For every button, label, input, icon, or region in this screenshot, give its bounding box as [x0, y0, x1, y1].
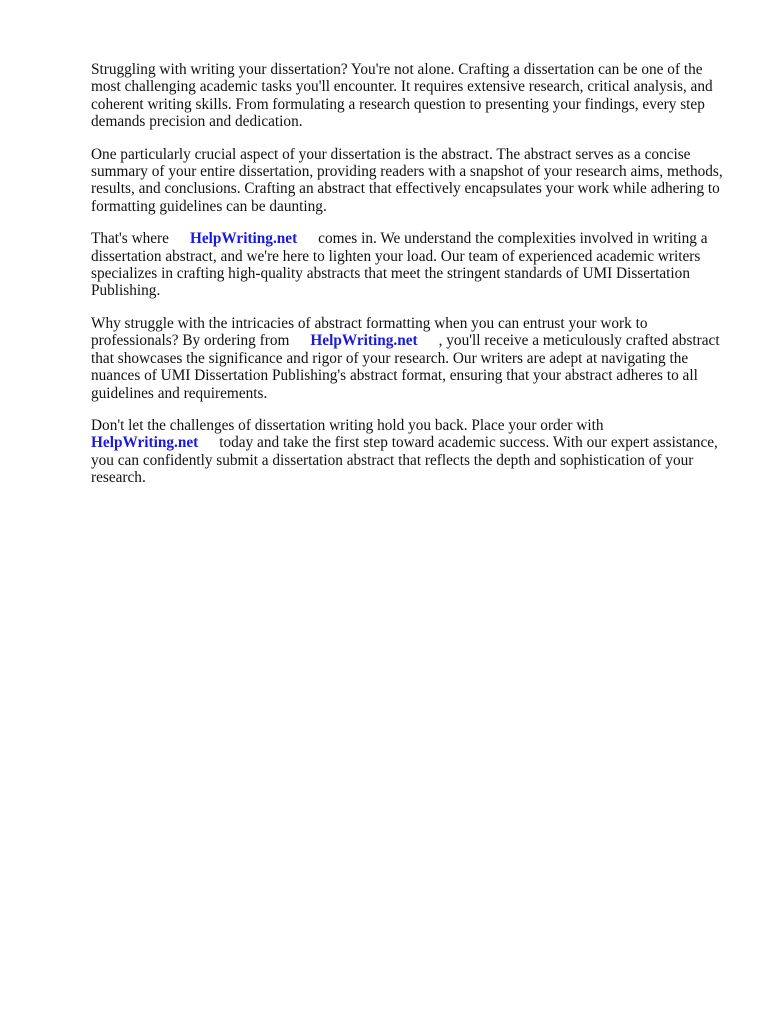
paragraph-text-before: That's where — [91, 230, 169, 248]
intro-paragraph: Struggling with writing your dissertation? You're not alone. Crafting a dissertation can be one of the most challenging academic tasks you'll encounter. It requires extensive research, critical analysis, and coherent writing skills. From formulating a research question to presenting your findings, every step demands precision and dedication. — [91, 61, 713, 131]
ordering-paragraph — [91, 315, 731, 402]
service-paragraph — [91, 230, 731, 300]
paragraph-text-after: comes in. We understand the complexities involved in writing a dissertation abstract, and we're here to lighten your load. Our team of experienced academic writers specializes in crafting high-quality abstracts that meet the stringent standards of UMI Dissertation Publishing. — [91, 230, 708, 300]
helpwriting-link[interactable]: HelpWriting.net — [91, 434, 199, 452]
paragraph-text-before: Don't let the challenges of dissertation writing hold you back. Place your order with — [91, 416, 604, 434]
helpwriting-link[interactable]: HelpWriting.net — [189, 230, 298, 248]
abstract-paragraph: One particularly crucial aspect of your dissertation is the abstract. The abstract serves as a concise summary of your entire dissertation, providing readers with a snapshot of your research aims, methods, results, and conclusions. Crafting an abstract that effectively encapsulates your work while adhering to formatting guidelines can be daunting. — [91, 145, 723, 215]
call-to-action-paragraph — [91, 417, 731, 487]
paragraph-text-after: , you'll receive a meticulously crafted abstract that showcases the significance and rigor of your research. Our writers are adept at navigating the nuances of UMI Dissertation Publishing's abstract format, ensuring that your abstract adheres to all guidelines and requirements. — [91, 332, 720, 402]
document-body — [91, 61, 731, 502]
paragraph-text-before: Why struggle with the intricacies of abstract formatting when you can entrust your work to professionals? By ordering from — [91, 314, 648, 350]
paragraph-text-after: today and take the first step toward academic success. With our expert assistance, you can confidently submit a dissertation abstract that reflects the depth and sophistication of your research. — [91, 434, 718, 487]
helpwriting-link[interactable]: HelpWriting.net — [310, 332, 418, 350]
